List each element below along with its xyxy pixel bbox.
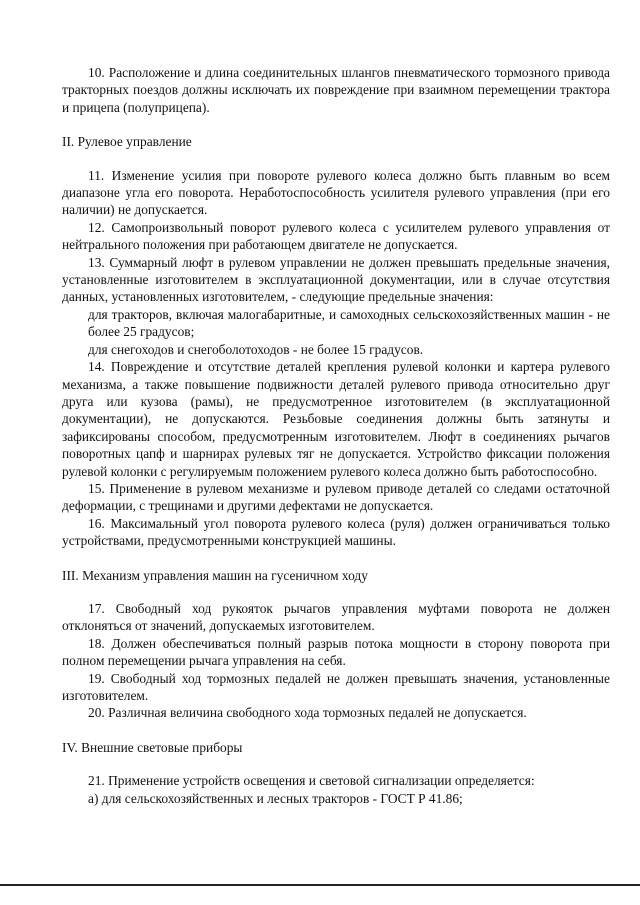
- section-heading-3: III. Механизм управления машин на гусеничном ходу: [62, 567, 368, 583]
- section-heading-2: II. Рулевое управление: [62, 134, 192, 150]
- section-gap: [62, 151, 610, 167]
- section-heading-4: IV. Внешние световые приборы: [62, 739, 243, 755]
- paragraph-13-item-snowmobiles: для снегоходов и снегоболотоходов - не более 15 градусов.: [88, 341, 424, 357]
- section-gap: [62, 584, 610, 600]
- paragraph-21-item-a: а) для сельскохозяйственных и лесных тракторов - ГОСТ Р 41.86;: [88, 790, 463, 806]
- section-gap: [62, 756, 610, 772]
- paragraph-20: 20. Различная величина свободного хода тормозных педалей не допускается.: [88, 705, 527, 721]
- paragraph-11: 11. Изменение усилия при повороте рулевого колеса должно быть плавным во всем диапазоне угла его поворота. Неработоспособность усилителя рулевого управления (при его наличии) не допускается.: [62, 167, 610, 218]
- paragraph-16: 16. Максимальный угол поворота рулевого колеса (руля) должен ограничиваться только устройствами, предусмотренными конструкцией машины.: [62, 515, 610, 549]
- paragraph-19: 19. Свободный ход тормозных педалей не должен превышать значения, установленные изготовителем.: [62, 670, 610, 703]
- paragraph-17: 17. Свободный ход рукояток рычагов управления муфтами поворота не должен отклоняться от значений, допускаемых изготовителем.: [62, 600, 610, 634]
- bottom-scan-edge: [0, 884, 640, 886]
- paragraph-21: 21. Применение устройств освещения и световой сигнализации определяется:: [88, 773, 535, 789]
- paragraph-12: 12. Самопроизвольный поворот рулевого колеса с усилителем рулевого управления от нейтрального положения при работающем двигателе не допускается.: [62, 219, 610, 253]
- paragraph-10: 10. Расположение и длина соединительных шлангов пневматического тормозного привода тракторных поездов должны исключать их повреждение при взаимном перемещении трактора и прицепа (полуприцепа).: [62, 65, 610, 115]
- document-body: [62, 64, 610, 807]
- paragraph-14: 14. Повреждение и отсутствие деталей крепления рулевой колонки и картера рулевого механизма, а также повышение подвижности деталей рулевого привода относительно друг друга или кузова (рамы), не предусмотренное изготовителем (в эксплуатационной документации), не допускаются. Резьбовые соединения должны быть затянуты и зафиксированы способом, предусмотренным изготовителем. Люфт в соединениях рычагов поворотных цапф и шарнирах рулевых тяг не допускается. Устройство фиксации положения рулевой колонки с регулируемым положением рулевого колеса должно быть работоспособно.: [62, 359, 610, 479]
- paragraph-13-item-tractors: для тракторов, включая малогабаритные, и самоходных сельскохозяйственных машин - не более 25 градусов;: [88, 306, 610, 340]
- paragraph-13: 13. Суммарный люфт в рулевом управлении не должен превышать предельные значения, установленные изготовителем в эксплуатационной документации, или в случае отсутствия данных, установленных изготовителем, - следующие предельные значения:: [62, 254, 610, 305]
- paragraph-18: 18. Должен обеспечиваться полный разрыв потока мощности в сторону поворота при полном перемещении рычага управления на себя.: [62, 635, 610, 669]
- paragraph-15: 15. Применение в рулевом механизме и рулевом приводе деталей со следами остаточной деформации, с трещинами и другими дефектами не допускается.: [62, 480, 610, 514]
